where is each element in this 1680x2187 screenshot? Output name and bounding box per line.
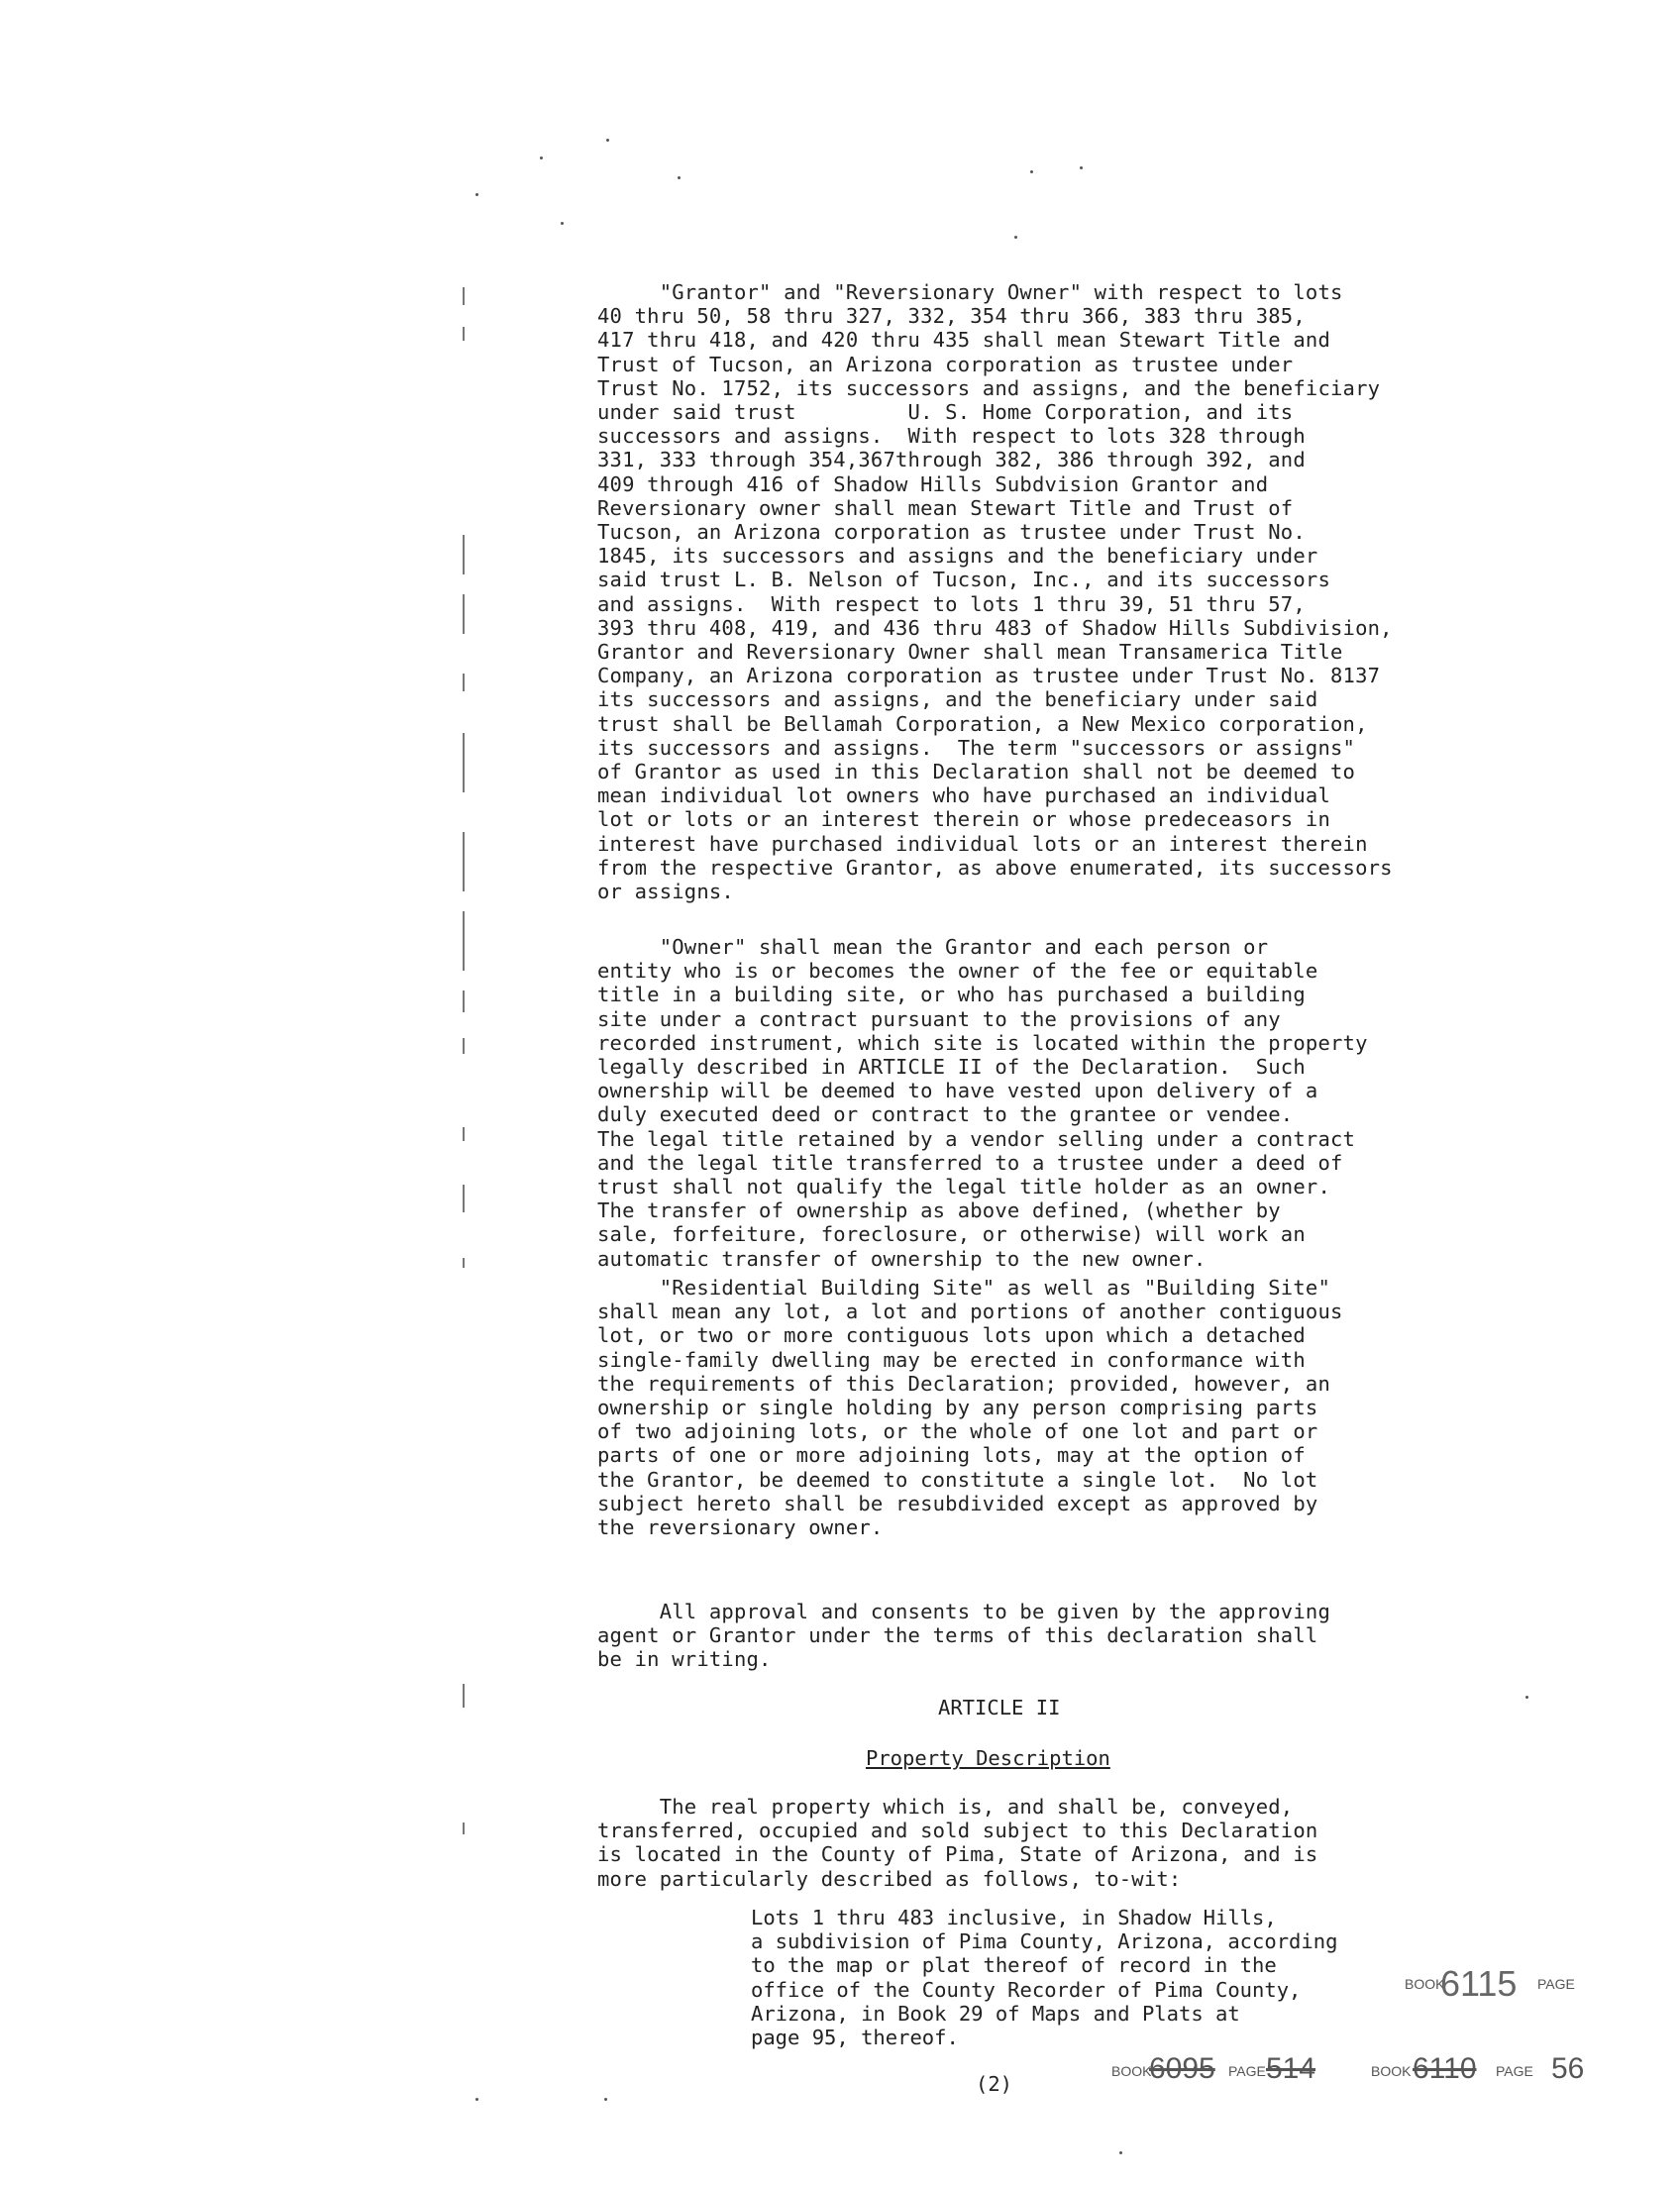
paragraph-approvals: All approval and consents to be given by the approving agent or Grantor under the terms of this declaration shall be in writing. [597, 1600, 1330, 1672]
margin-mark [463, 287, 465, 305]
margin-mark [463, 674, 465, 691]
scan-speck [475, 193, 478, 196]
struck-stamp-2-page-number: 56 [1551, 2052, 1585, 2085]
struck-stamp-page-label: PAGE [1228, 2063, 1266, 2079]
margin-mark [463, 594, 465, 634]
scan-speck [1119, 2151, 1122, 2154]
page-number: (2) [976, 2072, 1013, 2096]
struck-stamp-page-number: 514 [1266, 2052, 1316, 2085]
margin-mark [463, 1258, 465, 1268]
margin-mark [463, 832, 465, 891]
margin-mark [463, 327, 465, 341]
section-heading: Property Description [866, 1746, 1110, 1770]
recorder-stamp-book-label: BOOK [1405, 1976, 1445, 1992]
margin-mark [463, 1185, 465, 1212]
scan-speck [604, 2098, 607, 2101]
margin-mark [463, 911, 465, 971]
recorder-stamp-page-label: PAGE [1537, 1976, 1575, 1992]
scan-speck [1014, 236, 1017, 239]
struck-stamp-2-book-label: BOOK [1371, 2063, 1412, 2079]
scan-speck [606, 139, 609, 142]
margin-mark [463, 990, 465, 1012]
margin-mark [463, 1127, 465, 1141]
margin-mark [463, 1822, 465, 1834]
struck-stamp-2-book-number: 6110 [1413, 2052, 1477, 2085]
recorder-stamp-book-number: 6115 [1440, 1963, 1518, 2004]
struck-stamp-book-number: 6095 [1149, 2052, 1215, 2085]
scan-speck [1030, 170, 1033, 173]
scan-speck [1080, 166, 1083, 169]
paragraph-owner-definition: "Owner" shall mean the Grantor and each person or entity who is or becomes the owner of the fee or equitable title in a building site, or who has purchased a building site under a contract pursuant to the provisions of any recorded instrument, which site is located within the property legally described in ARTICLE II of the Declaration. Such ownership will be deemed to have vested upon delivery of a duly executed deed or contract to the grantee or vendee. The legal title retained by a vendor selling under a contract and the legal title transferred to a trustee under a deed of trust shall not qualify the legal title holder as an owner. The transfer of ownership as above defined, (whether by sale, forfeiture, foreclosure, or otherwise) will work an automatic transfer of ownership to the new owner. [597, 935, 1368, 1271]
struck-stamp-2-page-label: PAGE [1496, 2063, 1533, 2079]
paragraph-grantor-definition: "Grantor" and "Reversionary Owner" with respect to lots 40 thru 50, 58 thru 327, 332, 354 thru 366, 383 thru 385, 417 thru 418, and 420 thru 435 shall mean Stewart Title and Trust of Tucson, an Arizona corporation as trustee under Trust No. 1752, its successors and assigns, and the beneficiary under said trust U. S. Home Corporation, and its successors and assigns. With respect to lots 328 through 331, 333 through 354,367through 382, 386 through 392, and 409 through 416 of Shadow Hills Subdvision Grantor and Reversionary owner shall mean Stewart Title and Trust of Tucson, an Arizona corporation as trustee under Trust No. 1845, its successors and assigns and the beneficiary under said trust L. B. Nelson of Tucson, Inc., and its successors and assigns. With respect to lots 1 thru 39, 51 thru 57, 393 thru 408, 419, and 436 thru 483 of Shadow Hills Subdivision, Grantor and Reversionary Owner shall mean Transamerica Title Company, an Arizona corporation as trustee under Trust No. 8137 its successors and assigns, and the beneficiary under said trust shall be Bellamah Corporation, a New Mexico corporation, its successors and assigns. The term "successors or assigns" of Grantor as used in this Declaration shall not be deemed to mean individual lot owners who have purchased an individual lot or lots or an interest therein or whose predeceasors in interest have purchased individual lots or an interest therein from the respective Grantor, as above enumerated, its successors or assigns. [597, 280, 1393, 904]
scan-speck [1525, 1696, 1528, 1699]
margin-mark [463, 1038, 465, 1054]
margin-mark [463, 1684, 465, 1708]
paragraph-building-site-definition: "Residential Building Site" as well as "Building Site" shall mean any lot, a lot and portions of another contiguous lot, or two or more contiguous lots upon which a detached single-family dwelling may be erected in conformance with the requirements of this Declaration; provided, however, an ownership or single holding by any person comprising parts of two adjoining lots, or the whole of one lot and part or parts of one or more adjoining lots, may at the option of the Grantor, be deemed to constitute a single lot. No lot subject hereto shall be resubdivided except as approved by the reversionary owner. [597, 1276, 1343, 1540]
margin-mark [463, 535, 465, 574]
scan-speck [561, 222, 564, 225]
scan-speck [540, 156, 543, 159]
margin-mark [463, 733, 465, 792]
struck-stamp-book-label: BOOK [1111, 2063, 1152, 2079]
scan-speck [475, 2098, 478, 2101]
scan-speck [678, 176, 681, 179]
article-heading: ARTICLE II [938, 1696, 1061, 1719]
paragraph-property-description: The real property which is, and shall be, conveyed, transferred, occupied and sold subject to this Declaration is located in the County of Pima, State of Arizona, and is more particularly described as follows, to-wit: [597, 1795, 1318, 1891]
legal-description-block: Lots 1 thru 483 inclusive, in Shadow Hills, a subdivision of Pima County, Arizona, according to the map or plat thereof of record in the office of the County Recorder of Pima County, Arizona, in Book 29 of Maps and Plats at page 95, thereof. [751, 1906, 1338, 2050]
